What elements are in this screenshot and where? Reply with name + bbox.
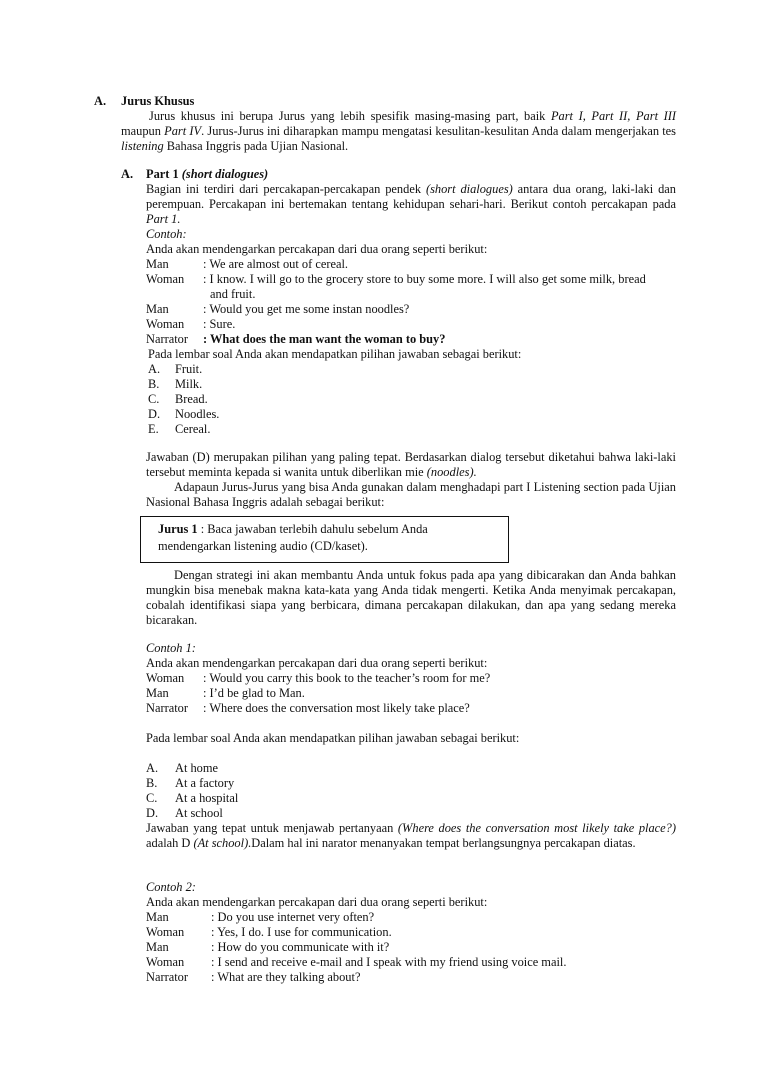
option-text: At home [175,761,219,775]
text-run: adalah D [146,836,194,850]
dialogue-line: : Yes, I do. I use for communication. [211,925,392,939]
part1-letter: A. [121,167,134,181]
jurus-label: Jurus 1 [158,522,198,536]
option-text: At a hospital [175,791,239,805]
option-letter: A. [148,362,161,376]
option-letter: D. [146,806,159,820]
dialogue-speaker: Narrator [146,970,188,984]
jurus-line-1 [158,522,428,537]
section-title: Jurus Khusus [121,94,195,108]
italic-text: (At school). [193,836,252,850]
dialogue-speaker: Man [146,302,169,316]
answer-explanation [146,450,676,480]
option-letter: A. [146,761,159,775]
jurus-line-2: mendengarkan listening audio (CD/kaset). [158,539,368,553]
dialogue-line: : Sure. [203,317,236,331]
contoh1-intro: Anda akan mendengarkan percakapan dari dua orang seperti berikut: [146,656,488,670]
italic-text: Part I, Part II, Part III [550,109,676,123]
section-letter: A. [94,94,107,108]
part1-title [146,167,268,182]
dialogue-line: : I know. I will go to the grocery store to buy some more. I will also get some milk, bread [203,272,646,286]
italic-text: listening [121,139,164,153]
contoh1-answer [146,821,676,851]
italic-text: (Where does the conversation most likely take place?) [397,821,676,835]
dialogue-speaker: Woman [146,925,185,939]
contoh2-intro: Anda akan mendengarkan percakapan dari dua orang seperti berikut: [146,895,488,909]
contoh-label: Contoh: [146,227,187,241]
contoh1-options-intro: Pada lembar soal Anda akan mendapatkan pilihan jawaban sebagai berikut: [146,731,520,745]
text-run: Jawaban yang tepat untuk menjawab pertanyaan [146,821,398,835]
dialogue-line: : We are almost out of cereal. [203,257,348,271]
text-run: Bagian ini terdiri dari percakapan-percakapan pendek [146,182,426,196]
option-letter: E. [148,422,159,436]
dialogue-line: : How do you communicate with it? [211,940,390,954]
italic-text: Part IV [164,124,202,138]
option-text: Bread. [175,392,208,406]
dialogue-speaker: Man [146,686,169,700]
text-run: Jawaban (D) merupakan pilihan yang paling tepat. Berdasarkan dialog tersebut diketahui bahwa laki-laki tersebut meminta kepada si wanita untuk diberlikan mie [146,450,676,479]
option-letter: B. [148,377,160,391]
narrator-question: : What does the man want the woman to buy? [203,332,446,346]
option-letter: B. [146,776,158,790]
dialogue-speaker: Man [146,910,169,924]
contoh2-label: Contoh 2: [146,880,196,894]
option-letter: D. [148,407,161,421]
text-run: maupun [121,124,165,138]
option-text: Milk. [175,377,203,391]
option-text: Noodles. [175,407,220,421]
dialogue-line: : Do you use internet very often? [211,910,375,924]
part1-title-italic: (short dialogues) [181,167,269,181]
dialogue-line: : Where does the conversation most likely take place? [203,701,470,715]
dialogue-speaker: Narrator [146,701,188,715]
dialogue-speaker: Man [146,257,169,271]
dialogue-line: : Would you get me some instan noodles? [203,302,410,316]
text-run: Jurus khusus ini berupa Jurus yang lebih spesifik masing-masing part, baik [149,109,551,123]
contoh-intro: Anda akan mendengarkan percakapan dari dua orang seperti berikut: [146,242,488,256]
section-intro [121,109,676,154]
strategy-paragraph: Dengan strategi ini akan membantu Anda untuk fokus pada apa yang dibicarakan dan Anda bahkan mungkin bisa menebak makna kata-kata yang Anda tidak mengerti. Ketika Anda menyimak percakapan, cobalah identifikasi siapa yang berbicara, dimana percakapan dilakukan, dan apa yang sedang mereka bicarakan. [146,568,676,627]
dialogue-speaker: Woman [146,671,185,685]
option-text: At a factory [175,776,235,790]
text-run: . Jurus-Jurus ini diharapkan mampu mengatasi kesulitan-kesulitan Anda dalam mengerjakan tes [201,124,676,138]
dialogue-speaker: Narrator [146,332,188,346]
option-text: At school [175,806,223,820]
italic-text: (noodles). [426,465,477,479]
option-letter: C. [148,392,160,406]
italic-text: (short dialogues) [425,182,513,196]
part1-title-text: Part 1 [146,167,182,181]
text-run: Bahasa Inggris pada Ujian Nasional. [163,139,349,153]
text-run: Dalam hal ini narator menanyakan tempat berlangsungnya percakapan diatas. [251,836,636,850]
text-run: antara dua orang, laki-laki dan perempuan. Percakapan ini bertemakan tentang kehidupan sehari-hari. Berikut contoh percakapan pada [146,182,676,211]
dialogue-line: : Would you carry this book to the teacher’s room for me? [203,671,491,685]
contoh1-label: Contoh 1: [146,641,196,655]
italic-text: Part 1. [146,212,181,226]
adapun-paragraph: Adapaun Jurus-Jurus yang bisa Anda gunakan dalam menghadapi part I Listening section pada Ujian Nasional Bahasa Inggris adalah sebagai berikut: [146,480,676,509]
dialogue-speaker: Man [146,940,169,954]
jurus-text: : Baca jawaban terlebih dahulu sebelum Anda [197,522,428,536]
dialogue-line: : What are they talking about? [211,970,361,984]
option-text: Cereal. [175,422,211,436]
option-letter: C. [146,791,158,805]
dialogue-speaker: Woman [146,317,185,331]
part1-description [146,182,676,227]
dialogue-speaker: Woman [146,955,185,969]
dialogue-line: : I send and receive e-mail and I speak with my friend using voice mail. [211,955,567,969]
dialogue-speaker: Woman [146,272,185,286]
options-intro: Pada lembar soal Anda akan mendapatkan pilihan jawaban sebagai berikut: [148,347,522,361]
dialogue-line-continued: and fruit. [210,287,256,301]
option-text: Fruit. [175,362,203,376]
dialogue-line: : I’d be glad to Man. [203,686,305,700]
